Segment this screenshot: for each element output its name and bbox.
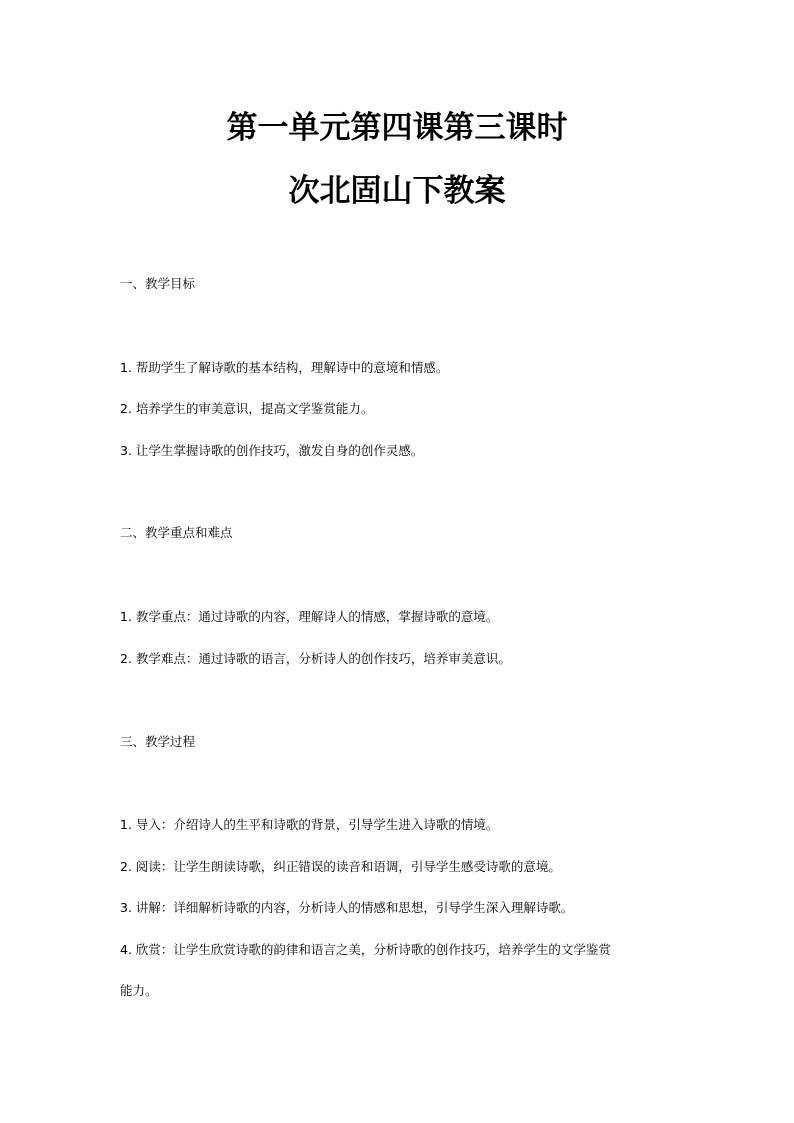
process-item-2: 2. 阅读：让学生朗读诗歌，纠正错误的读音和语调，引导学生感受诗歌的意境。 [120,859,561,874]
section-heading-objectives: 一、教学目标 [120,276,196,291]
process-item-4: 4. 欣赏：让学生欣赏诗歌的韵律和语言之美，分析诗歌的创作技巧，培养学生的文学鉴赏 [120,942,611,957]
process-item-1: 1. 导入：介绍诗人的生平和诗歌的背景，引导学生进入诗歌的情境。 [120,817,499,832]
section-heading-key-points: 二、教学重点和难点 [120,525,233,540]
objective-item-3: 3. 让学生掌握诗歌的创作技巧，激发自身的创作灵感。 [120,443,424,458]
document-title-line-1: 第一单元第四课第三课时 [226,110,568,146]
process-item-4-continuation: 能力。 [120,983,158,998]
document-title-line-2: 次北固山下教案 [288,173,506,209]
process-item-3: 3. 讲解：详细解析诗歌的内容，分析诗人的情感和思想，引导学生深入理解诗歌。 [120,900,574,915]
key-point-item-2: 2. 教学难点：通过诗歌的语言，分析诗人的创作技巧，培养审美意识。 [120,651,511,666]
objective-item-1: 1. 帮助学生了解诗歌的基本结构，理解诗中的意境和情感。 [120,360,449,375]
objective-item-2: 2. 培养学生的审美意识，提高文学鉴赏能力。 [120,401,374,416]
section-heading-process: 三、教学过程 [120,734,196,749]
key-point-item-1: 1. 教学重点：通过诗歌的内容，理解诗人的情感，掌握诗歌的意境。 [120,609,499,624]
